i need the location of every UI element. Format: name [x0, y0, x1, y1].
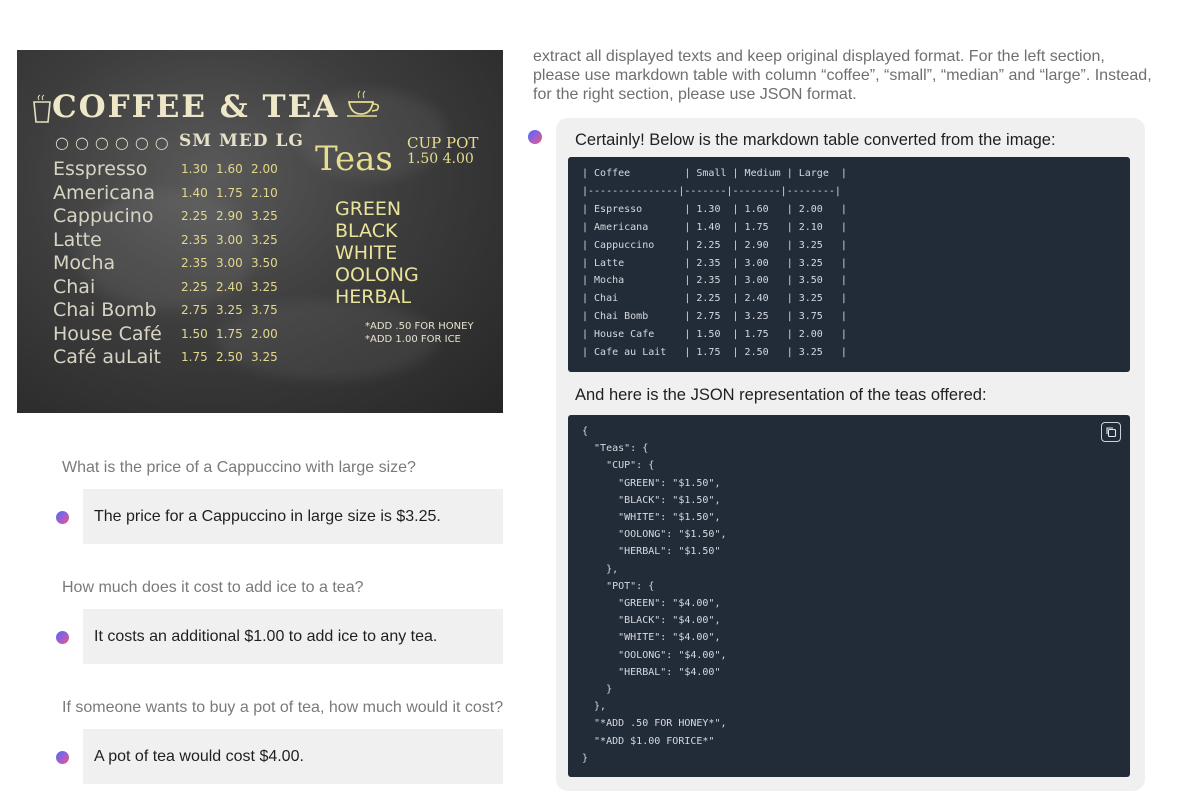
medium-price: 1.60 — [216, 162, 243, 176]
answer-row — [56, 609, 503, 664]
tea-item: WHITE — [335, 242, 398, 264]
question-text: If someone wants to buy a pot of tea, how much would it cost? — [62, 699, 504, 716]
json-intro: And here is the JSON representation of the teas offered: — [575, 386, 987, 404]
answer-text: The price for a Cappuccino in large size is $3.25. — [94, 507, 441, 525]
answer-row — [56, 489, 503, 544]
answer-bubble — [83, 609, 503, 664]
medium-price: 3.00 — [216, 256, 243, 270]
small-price: 2.25 — [181, 209, 208, 223]
question-text: What is the price of a Cappuccino with large size? — [62, 459, 416, 476]
assistant-response — [556, 118, 1145, 791]
medium-price: 3.25 — [216, 303, 243, 317]
copy-button[interactable] — [1101, 422, 1121, 442]
coffee-name: Cappucino — [53, 205, 154, 227]
coffee-cup-icon — [31, 94, 53, 124]
small-price: 2.35 — [181, 232, 208, 247]
size-header: SM MED LG — [179, 131, 304, 151]
addon-item: *ADD .50 FOR HONEY — [365, 321, 474, 332]
large-price: 2.00 — [251, 326, 278, 341]
answer-text: A pot of tea would cost $4.00. — [94, 747, 304, 765]
small-price: 2.25 — [181, 279, 208, 294]
small-price: 2.35 — [181, 256, 208, 270]
assistant-avatar-icon — [56, 631, 69, 644]
large-price-column — [251, 162, 278, 374]
small-price: 1.50 — [181, 326, 208, 341]
coffee-name: Latte — [53, 228, 102, 251]
json-code-block — [568, 415, 1130, 777]
teas-title: Teas — [315, 139, 393, 179]
chalkboard-menu-image — [17, 50, 503, 413]
large-price: 3.50 — [251, 256, 278, 270]
medium-price-column — [216, 162, 243, 374]
coffee-name: Chai — [53, 275, 96, 298]
coffee-name: Café auLait — [53, 346, 161, 368]
coffee-name: House Café — [53, 322, 162, 345]
medium-price: 1.75 — [216, 326, 243, 341]
coffee-name: Esspresso — [53, 158, 148, 180]
large-price: 3.25 — [251, 350, 278, 364]
assistant-avatar-icon — [528, 130, 542, 144]
teacup-icon — [345, 88, 385, 120]
tea-item: OOLONG — [335, 264, 419, 286]
board-dots-decoration: ○○○○○○ — [55, 133, 175, 152]
coffee-name: Americana — [53, 181, 156, 204]
small-price-column — [181, 162, 208, 374]
tea-item: HERBAL — [335, 286, 412, 308]
answer-row — [56, 729, 503, 784]
small-price: 2.75 — [181, 303, 208, 317]
medium-price: 1.75 — [216, 185, 243, 200]
tea-item: BLACK — [335, 220, 398, 242]
assistant-avatar-icon — [56, 511, 69, 524]
large-price: 3.75 — [251, 303, 278, 317]
copy-icon — [1105, 426, 1117, 438]
large-price: 3.25 — [251, 232, 278, 247]
response-intro: Certainly! Below is the markdown table converted from the image: — [575, 131, 1056, 149]
question-text: How much does it cost to add ice to a tea? — [62, 579, 364, 596]
large-price: 3.25 — [251, 279, 278, 294]
coffee-name: Chai Bomb — [53, 299, 157, 321]
medium-price: 2.50 — [216, 350, 243, 364]
board-title: COFFEE & TEA — [52, 89, 340, 125]
cup-pot-prices: 1.50 4.00 — [407, 151, 474, 167]
large-price: 3.25 — [251, 209, 278, 223]
coffee-name: Mocha — [53, 252, 116, 274]
markdown-code-block — [568, 157, 1130, 372]
addon-item: *ADD 1.00 FOR ICE — [365, 334, 461, 345]
answer-text: It costs an additional $1.00 to add ice to any tea. — [94, 627, 438, 645]
tea-list — [335, 200, 419, 310]
cup-pot-label: CUP POT — [407, 134, 479, 152]
large-price: 2.00 — [251, 162, 278, 176]
addons-list — [365, 322, 474, 348]
answer-bubble — [83, 729, 503, 784]
user-prompt: extract all displayed texts and keep original displayed format. For the left section, please use markdown table with column “coffee”, “small”, “median” and “large”. Instead, for the right section, please use JSON format. — [533, 48, 1152, 103]
small-price: 1.75 — [181, 350, 208, 364]
medium-price: 2.90 — [216, 209, 243, 223]
tea-item: GREEN — [335, 198, 402, 220]
small-price: 1.40 — [181, 185, 208, 200]
assistant-avatar-icon — [56, 751, 69, 764]
medium-price: 2.40 — [216, 279, 243, 294]
medium-price: 3.00 — [216, 232, 243, 247]
markdown-table-code: | Coffee | Small | Medium | Large | |---------------|-------|--------|--------| | Espresso | 1.30 | 1.60 | 2.00 | | Americana | 1.40 | 1.75 | 2.10 | | Cappuccino | 2.25 | 2.90 | 3.25 | | Latte | 2.35 | 3.00 | 3.25 | | Mocha | 2.35 | 3.00 | 3.50 | | Chai | 2.25 | 2.40 | 3.25 | | Chai Bomb | 2.75 | 3.25 | 3.75 | | House Cafe | 1.50 | 1.75 | 2.00 | | Cafe au Lait | 1.75 | 2.50 | 3.25 | — [582, 168, 847, 359]
small-price: 1.30 — [181, 162, 208, 176]
large-price: 2.10 — [251, 185, 278, 200]
json-code: { "Teas": { "CUP": { "GREEN": "$1.50", "BLACK": "$1.50", "WHITE": "$1.50", "OOLONG": "$1.50", "HERBAL": "$1.50" }, "POT": { "GREEN": "$4.00", "BLACK": "$4.00", "WHITE": "$4.00", "OOLONG": "$4.00", "HERBAL": "$4.00" } }, "*ADD .50 FOR HONEY*", "*ADD $1.00 FORICE*" } — [582, 426, 727, 764]
answer-bubble — [83, 489, 503, 544]
coffee-name-list — [53, 160, 162, 372]
